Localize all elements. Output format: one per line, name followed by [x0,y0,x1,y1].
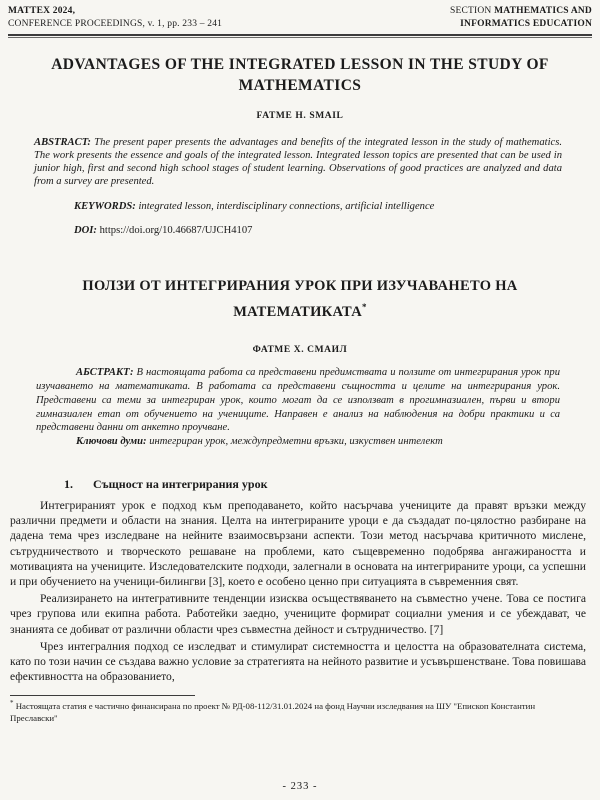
title-footnote-marker: * [361,302,367,313]
author-english: FATME H. SMAIL [256,111,344,121]
header-right [450,5,592,30]
section-1-heading [64,477,592,492]
keywords-bulgarian [36,435,560,449]
abstract-text-bulgarian: В настоящата работа са представени предимствата и ползите от интегрирания урок при изучаването на математиката. В работата са представени същността и целите на интегрирания урок. Представени са теми за интегриран урок, които могат да се използват в прогимназиален, първи и втори гимназиален етап от обучението на учениците. Направен е анализ на наблюдения на добри практики и са представени данни от анкетно проучване. [36,367,560,434]
section-name-line2: INFORMATICS EDUCATION [460,18,592,29]
footnote-marker: * [10,699,14,708]
paper-title-bulgarian-text: ПОЛЗИ ОТ ИНТЕГРИРАНИЯ УРОК ПРИ ИЗУЧАВАНЕТО НА МАТЕМАТИКАТА [82,278,518,321]
section-1-paragraph-1: Интегрираният урок е подход към преподаването, който насърчава учениците да правят връзки между различни предмети и области на знания. Целта на интегрираните уроци е да създадат по-цялостно разбиране на дадена тема чрез изследване на нейните взаимосвързани аспекти. Този метод насърчава критичното мислене, сътрудничеството и творческото решаване на проблеми, като същевременно подобрява ангажираността и мотивацията на учениците. Изследователските подходи, залегнали в основата на интегрираните уроци, са успешни и при обучението на ученици-билингви [3], което е особено ценно при ситуацията в съвременния свят. [10,498,586,588]
paper-title-english: ADVANTAGES OF THE INTEGRATED LESSON IN THE STUDY OF MATHEMATICS [51,56,549,94]
funding-footnote [10,698,582,724]
keywords-label-bulgarian: Ключови думи: [76,436,147,448]
footnote-text: Настоящата статия е частично финансирана по проект № РД-08-112/31.01.2024 на фонд Научни изследвания на ШУ "Епископ Константин Преславски" [10,701,536,723]
keywords-text-bulgarian: интегриран урок, междупредметни връзки, изкуствен интелект [146,436,443,448]
running-header [8,5,592,30]
abstract-english [34,136,562,188]
doi-link[interactable]: https://doi.org/10.46687/UJCH4107 [96,225,253,237]
paper-title-bulgarian [38,276,562,323]
keywords-label-english: KEYWORDS: [74,201,136,213]
abstract-label-bulgarian: АБСТРАКТ: [76,367,134,379]
section-1-number: 1. [64,476,73,491]
section-name-line1 [450,5,592,18]
section-word: SECTION [449,6,495,16]
section-name-bold: MATHEMATICS AND [494,6,592,16]
header-divider-rule [8,34,592,38]
page-number: - 233 - [282,781,318,792]
doi-line [34,225,562,236]
abstract-text-english: The present paper presents the advantages and benefits of the integrated lesson in the study of mathematics. The work presents the essence and goals of the integrated lesson. Integrated lesson topics are presented that can be used in junior high, first and second high school stages of student learning. Observations of good practices are analyzed and data from a survey are presented. [34,137,562,188]
section-1-paragraph-2: Реализирането на интегративните тенденции изисква осъществяването на съвместно учене. Това се постига чрез групова или екипна работа. Работейки заедно, учениците формират социални умения и се убеждават, че знанията се добиват от различни области чрез съвместна дейност и сътрудничество. [7] [10,592,586,636]
keywords-text-english: integrated lesson, interdisciplinary connections, artificial intelligence [135,201,435,213]
section-1-title: Същност на интегрирания урок [93,476,268,491]
abstract-label-english: ABSTRACT: [34,137,91,148]
keywords-english [34,201,562,212]
proceedings-volume-pages: CONFERENCE PROCEEDINGS, v. 1, pp. 233 – 241 [8,18,223,29]
abstract-bulgarian-block [36,366,560,449]
abstract-bulgarian [36,366,560,435]
author-bulgarian: ФАТМЕ Х. СМАИЛ [252,345,348,356]
doi-label: DOI: [74,225,97,237]
header-left [8,5,222,30]
section-1-paragraph-3: Чрез интегралния подход се изследват и стимулират системността и целостта на образователната система, като по този начин се създава важно условие за стратегията на нейното развитие и усъвършенстване. Това повишава ефективността на образованието, [10,639,586,684]
footnote-separator-rule [10,695,195,696]
proceedings-title: MATTEX 2024, [8,6,76,16]
